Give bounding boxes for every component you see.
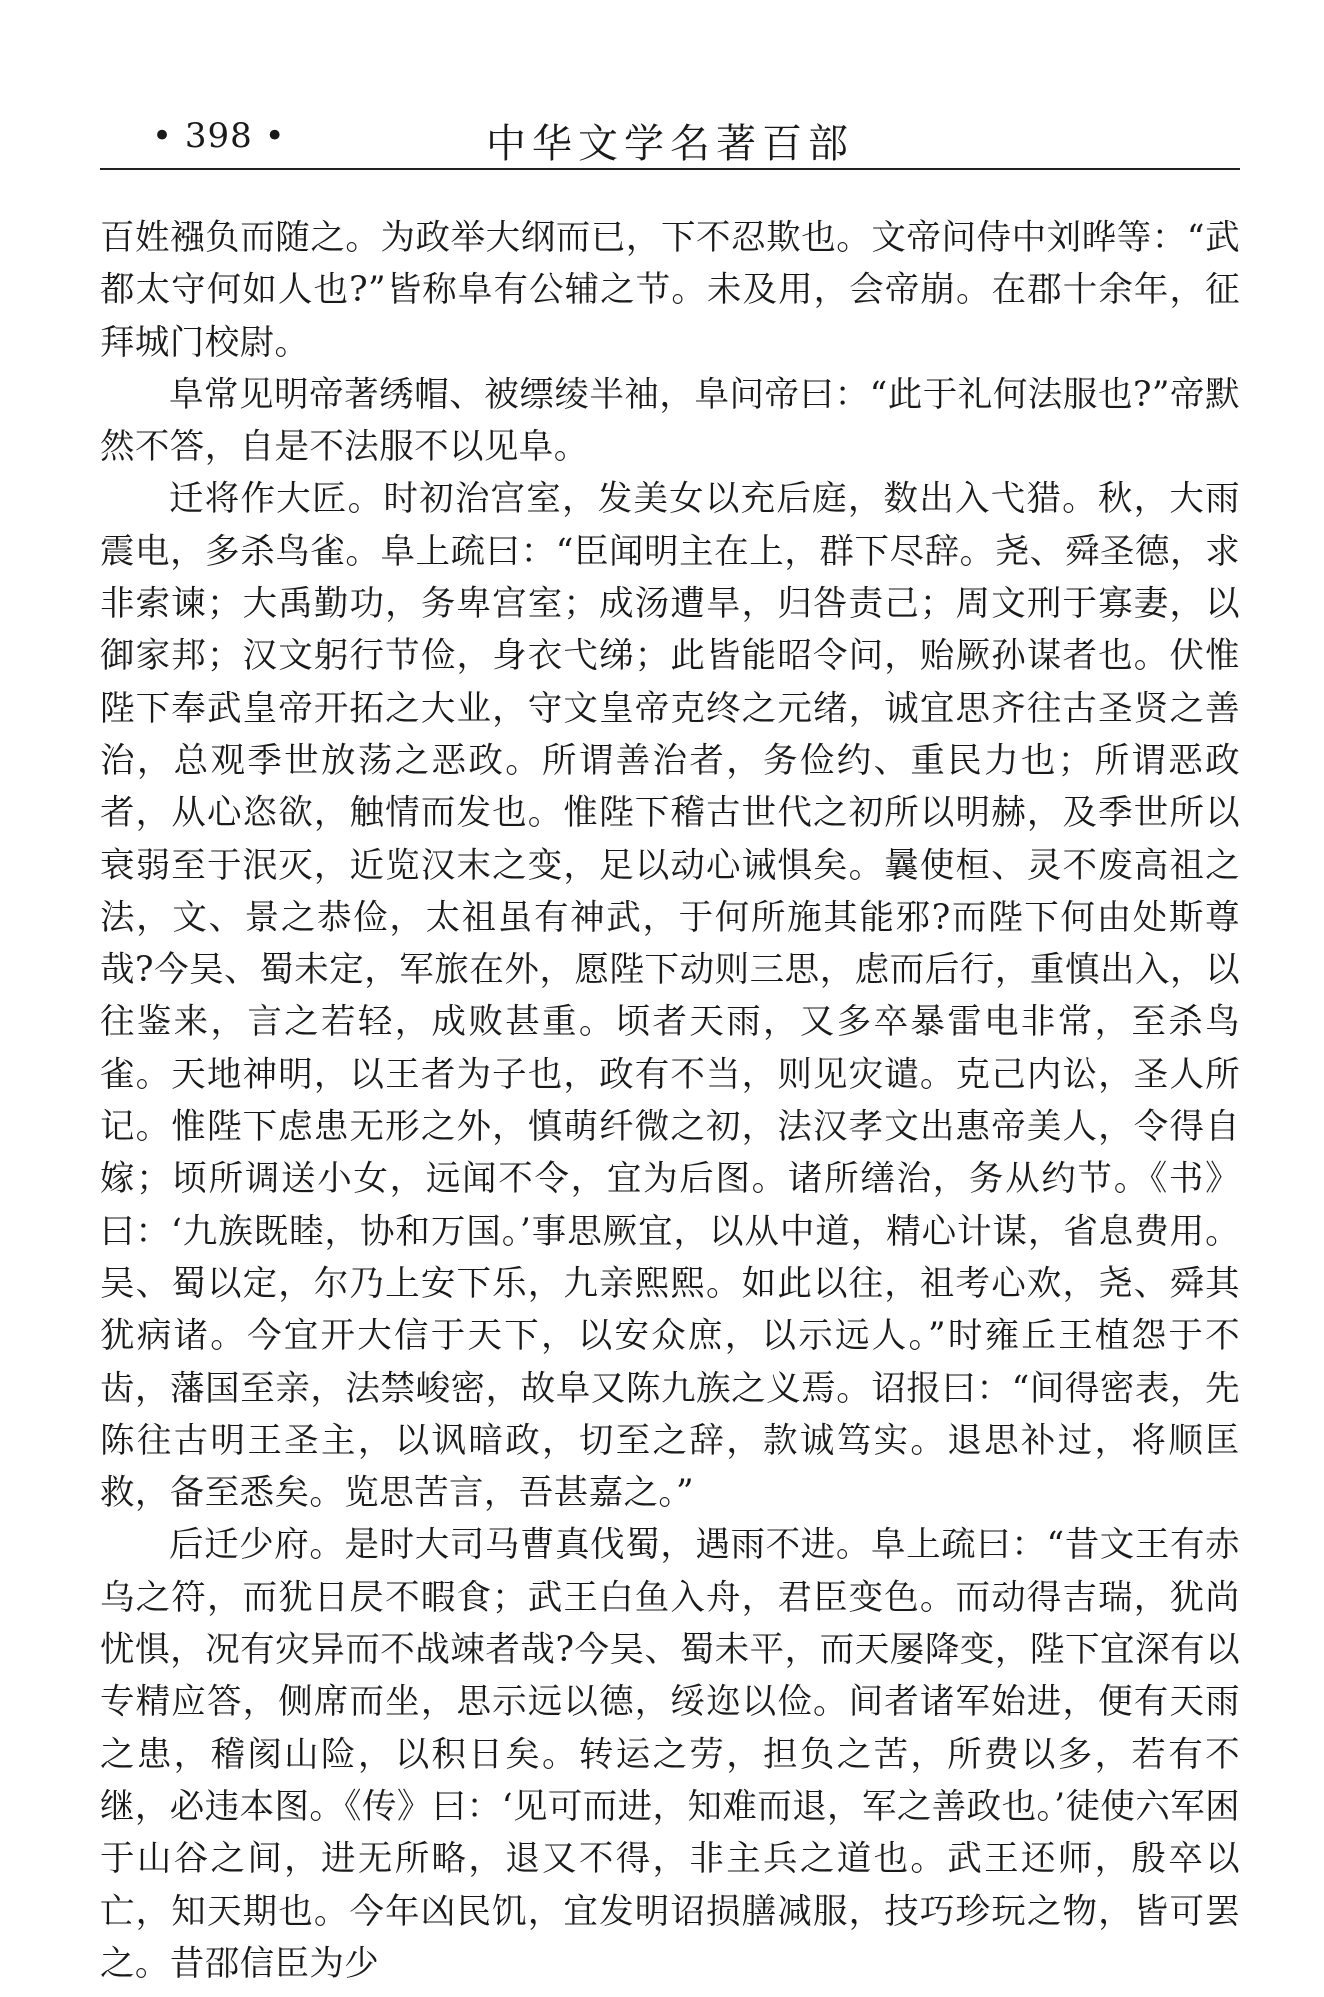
page-header [100, 108, 1240, 170]
paragraph: 阜常见明帝著绣帽、被缥绫半袖，阜问帝曰：“此于礼何法服也?”帝默然不答，自是不法服不以见阜。 [100, 374, 1240, 468]
body-text [100, 212, 1240, 1990]
page-number: • 398 • [152, 116, 286, 156]
paragraph-continued: 百姓襁负而随之。为政举大纲而已，下不忍欺也。文帝问侍中刘晔等：“武都太守何如人也?”皆称阜有公辅之节。未及用，会帝崩。在郡十余年，征拜城门校尉。 [100, 218, 1240, 363]
header-divider [100, 168, 1240, 170]
paragraph: 后迁少府。是时大司马曹真伐蜀，遇雨不进。阜上疏曰：“昔文王有赤乌之符，而犹日昃不暇食；武王白鱼入舟，君臣变色。而动得吉瑞，犹尚忧惧，况有灾异而不战竦者哉?今吴、蜀未平，而天屡降变，陛下宜深有以专精应答，侧席而坐，思示远以德，绥迩以俭。间者诸军始进，便有天雨之患，稽阂山险，以积日矣。转运之劳，担负之苦，所费以多，若有不继，必违本图。《传》曰：‘见可而进，知难而退，军之善政也。’徒使六军困于山谷之间，进无所略，退又不得，非主兵之道也。武王还师，殷卒以亡，知天期也。今年凶民饥，宜发明诏损膳减服，技巧珍玩之物，皆可罢之。昔邵信臣为少 [100, 1525, 1240, 1984]
book-title: 中华文学名著百部 [486, 121, 854, 167]
paragraph: 迁将作大匠。时初治宫室，发美女以充后庭，数出入弋猎。秋，大雨震电，多杀鸟雀。阜上疏曰：“臣闻明主在上，群下尽辞。尧、舜圣德，求非索谏；大禹勤功，务卑宫室；成汤遭旱，归咎责己；周文刑于寡妻，以御家邦；汉文躬行节俭，身衣弋绨；此皆能昭令问，贻厥孙谋者也。伏惟陛下奉武皇帝开拓之大业，守文皇帝克终之元绪，诚宜思齐往古圣贤之善治，总观季世放荡之恶政。所谓善治者，务俭约、重民力也；所谓恶政者，从心恣欲，触情而发也。惟陛下稽古世代之初所以明赫，及季世所以衰弱至于泯灭，近览汉末之变，足以动心诫惧矣。曩使桓、灵不废高祖之法，文、景之恭俭，太祖虽有神武，于何所施其能邪?而陛下何由处斯尊哉?今吴、蜀未定，军旅在外，愿陛下动则三思，虑而后行，重慎出入，以往鉴来，言之若轻，成败甚重。顷者天雨，又多卒暴雷电非常，至杀鸟雀。天地神明，以王者为子也，政有不当，则见灾谴。克己内讼，圣人所记。惟陛下虑患无形之外，慎萌纤微之初，法汉孝文出惠帝美人，令得自嫁；顷所调送小女，远闻不令，宜为后图。诸所缮治，务从约节。《书》曰：‘九族既睦，协和万国。’事思厥宜，以从中道，精心计谋，省息费用。吴、蜀以定，尔乃上安下乐，九亲熙熙。如此以往，祖考心欢，尧、舜其犹病诸。今宜开大信于天下，以安众庶，以示远人。”时雍丘王植怨于不齿，藩国至亲，法禁峻密，故阜又陈九族之义焉。诏报曰：“间得密表，先陈往古明王圣主，以讽暗政，切至之辞，款诚笃实。退思补过，将顺匡救，备至悉矣。览思苦言，吾甚嘉之。” [100, 479, 1240, 1514]
